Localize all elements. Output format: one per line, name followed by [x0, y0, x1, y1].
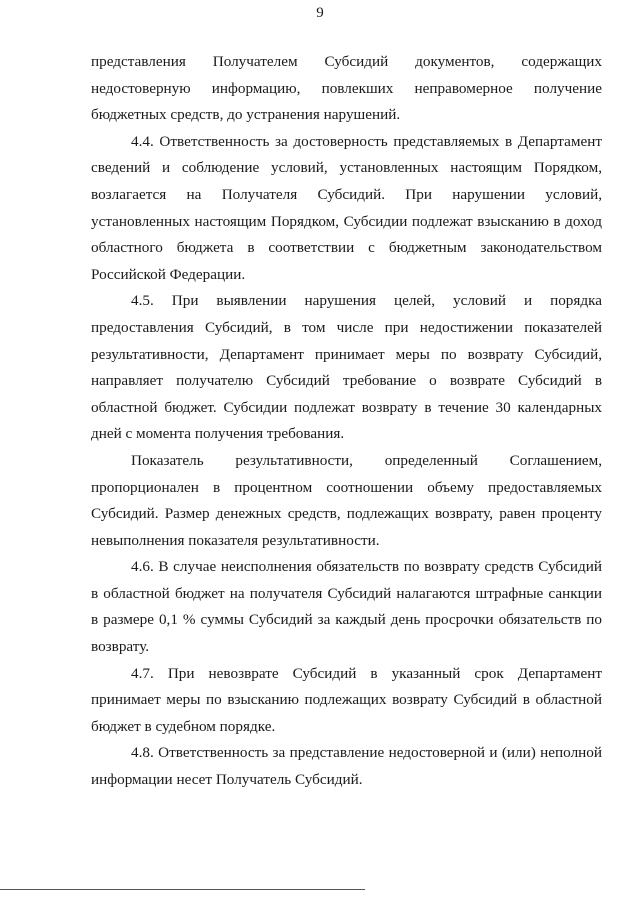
paragraph-4-6: 4.6. В случае неисполнения обязательств по возврату средств Субсидий в областной бюджет на получателя Субсидий налагаются штрафные санкции в размере 0,1 % суммы Субсидий за каждый день просрочки обязательств по возврату. — [91, 558, 602, 656]
document-body — [91, 49, 602, 794]
paragraph-continuation: представления Получателем Субсидий документов, содержащих недостоверную информацию, повлекших неправомерное получение бюджетных средств, до устранения нарушений. — [91, 53, 602, 124]
paragraph-4-4: 4.4. Ответственность за достоверность представляемых в Департамент сведений и соблюдение условий, установленных настоящим Порядком, возлагается на Получателя Субсидий. При нарушении условий, установленных настоящим Порядком, Субсидии подлежат взысканию в доход областного бюджета в соответствии с бюджетным законодательством Российской Федерации. — [91, 132, 602, 283]
paragraph-4-7: 4.7. При невозврате Субсидий в указанный срок Департамент принимает меры по взысканию подлежащих возврату Субсидий в областной бюджет в судебном порядке. — [91, 664, 602, 735]
page-number: 9 — [316, 5, 324, 21]
paragraph-indicator: Показатель результативности, определенный Соглашением, пропорционален в процентном соотношении объему предоставляемых Субсидий. Размер денежных средств, подлежащих возврату, равен проценту невыполнения показателя результативности. — [91, 451, 602, 549]
bottom-rule-divider — [0, 889, 365, 890]
paragraph-4-5: 4.5. При выявлении нарушения целей, условий и порядка предоставления Субсидий, в том числе при недостижении показателей результативности, Департамент принимает меры по возврату Субсидий, направляет получателю Субсидий требование о возврате Субсидий в областной бюджет. Субсидии подлежат возврату в течение 30 календарных дней с момента получения требования. — [91, 292, 602, 443]
paragraph-4-8: 4.8. Ответственность за представление недостоверной и (или) неполной информации несет Получатель Субсидий. — [91, 744, 602, 789]
